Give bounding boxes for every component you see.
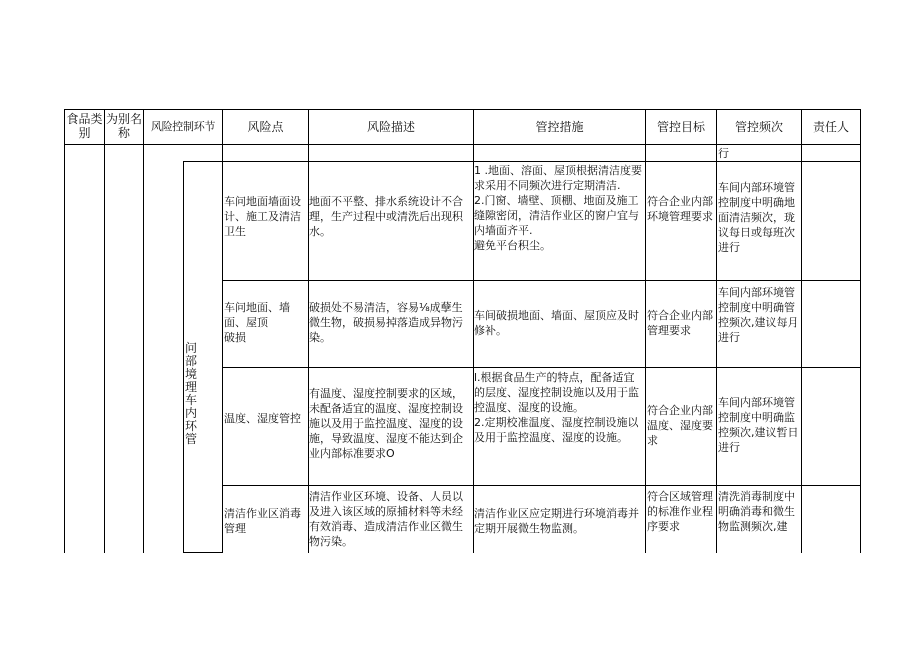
control-frequency-cell: 车间内部环境管控制度中明确地面清洁频次，珑议每日或每班次进行 <box>718 181 795 254</box>
grid-line <box>222 485 860 486</box>
control-frequency-cell: 车间内部环境管控制度中明确管控频次,建议每月进行 <box>718 286 799 344</box>
control-target-cell: 符合区域管理的标准作业程序要求 <box>647 490 713 533</box>
continued-frequency-cell: 行 <box>718 147 729 160</box>
risk-point-cell: 车问地面墙面设计、施工及清洁卫生 <box>224 195 301 238</box>
header-food-category: 食品类别 <box>66 112 103 140</box>
grid-line <box>104 109 105 553</box>
grid-line <box>222 109 223 553</box>
control-target-cell: 符合企业内部温度、湿度要求 <box>647 404 713 447</box>
control-target-cell: 符合企业内部管理要求 <box>647 309 713 337</box>
header-category-name: 为别名称 <box>105 112 142 140</box>
risk-description-cell: 有温度、湿度控制要求的区域，未配备适宜的温度、湿度控制设施以及用于监控温度、湿度的设施，导致温度、湿度不能达到企业内部标准要求O <box>309 387 463 460</box>
grid-line <box>860 109 861 553</box>
control-frequency-cell: 清洗消毒制度中明确消毒和微生物监测频次,建 <box>718 490 795 533</box>
header-responsible: 责任人 <box>812 120 849 134</box>
grid-line <box>64 144 860 145</box>
grid-line <box>645 109 646 553</box>
grid-line <box>222 367 860 368</box>
control-measures-cell: 车间破损地面、墙面、屋顶应及时修补。 <box>474 309 639 337</box>
risk-description-cell: 破损处不易清洁，容易⅛成孽生微生物，破损易掉落造成异物污染。 <box>309 301 463 344</box>
grid-line <box>801 109 802 553</box>
risk-point-cell: 温度、湿度管控 <box>224 412 301 425</box>
header-control-target: 管控目标 <box>656 120 705 134</box>
header-risk-point: 风险点 <box>247 120 284 134</box>
risk-point-cell: 清洁作业区消毒管理 <box>224 507 301 535</box>
grid-line <box>222 280 860 281</box>
grid-line <box>183 552 222 553</box>
control-measures-cell: 1 .地面、溶面、屋顶根据清洁度要求采用不同频次进行定期清洁. 2.门窗、墙壁、顶棚、地面及施工缝隙密闭，清洁作业区的窗户宜与内墙面齐平. 避免平台积尘。 <box>474 164 642 252</box>
grid-line <box>64 109 860 110</box>
control-frequency-cell: 车间内部环境管控制度中明确监控频次,建议暂日进行 <box>718 396 799 454</box>
header-control-frequency: 管控频次 <box>734 120 783 134</box>
header-control-link: 风险控制环节 <box>150 120 216 133</box>
control-link-group-label: 问部境理车内环管 <box>184 341 197 446</box>
risk-description-cell: 地面不平整、排水系统设计不合理，生产过程中或清洗后出现积水。 <box>309 195 463 238</box>
grid-line <box>143 109 144 553</box>
grid-line <box>183 161 860 162</box>
risk-description-cell: 清洁作业区环境、设备、人员以及进入该区域的原捕材料等未经有效消毒、造成清洁作业区微生物污染。 <box>309 490 463 548</box>
header-control-measures: 管控措施 <box>535 120 584 134</box>
grid-line <box>64 109 65 553</box>
header-risk-description: 风险描述 <box>366 120 415 134</box>
grid-line <box>716 109 717 553</box>
control-measures-cell: 清洁作业区应定期进行环境消毒并定期开展微生物监测。 <box>474 507 639 535</box>
control-target-cell: 符合企业内部环境管理要求 <box>647 195 713 223</box>
control-measures-cell: l.根据食品生产的特点，配备适宜的层度、湿度控制设施以及用于监控温度、湿度的设施。 2.定期校准温度、湿度控制设施以及用于监控温度、湿度的设施。 <box>474 371 639 444</box>
risk-point-cell: 车问地面、墙面、屋顶 破损 <box>224 301 290 344</box>
